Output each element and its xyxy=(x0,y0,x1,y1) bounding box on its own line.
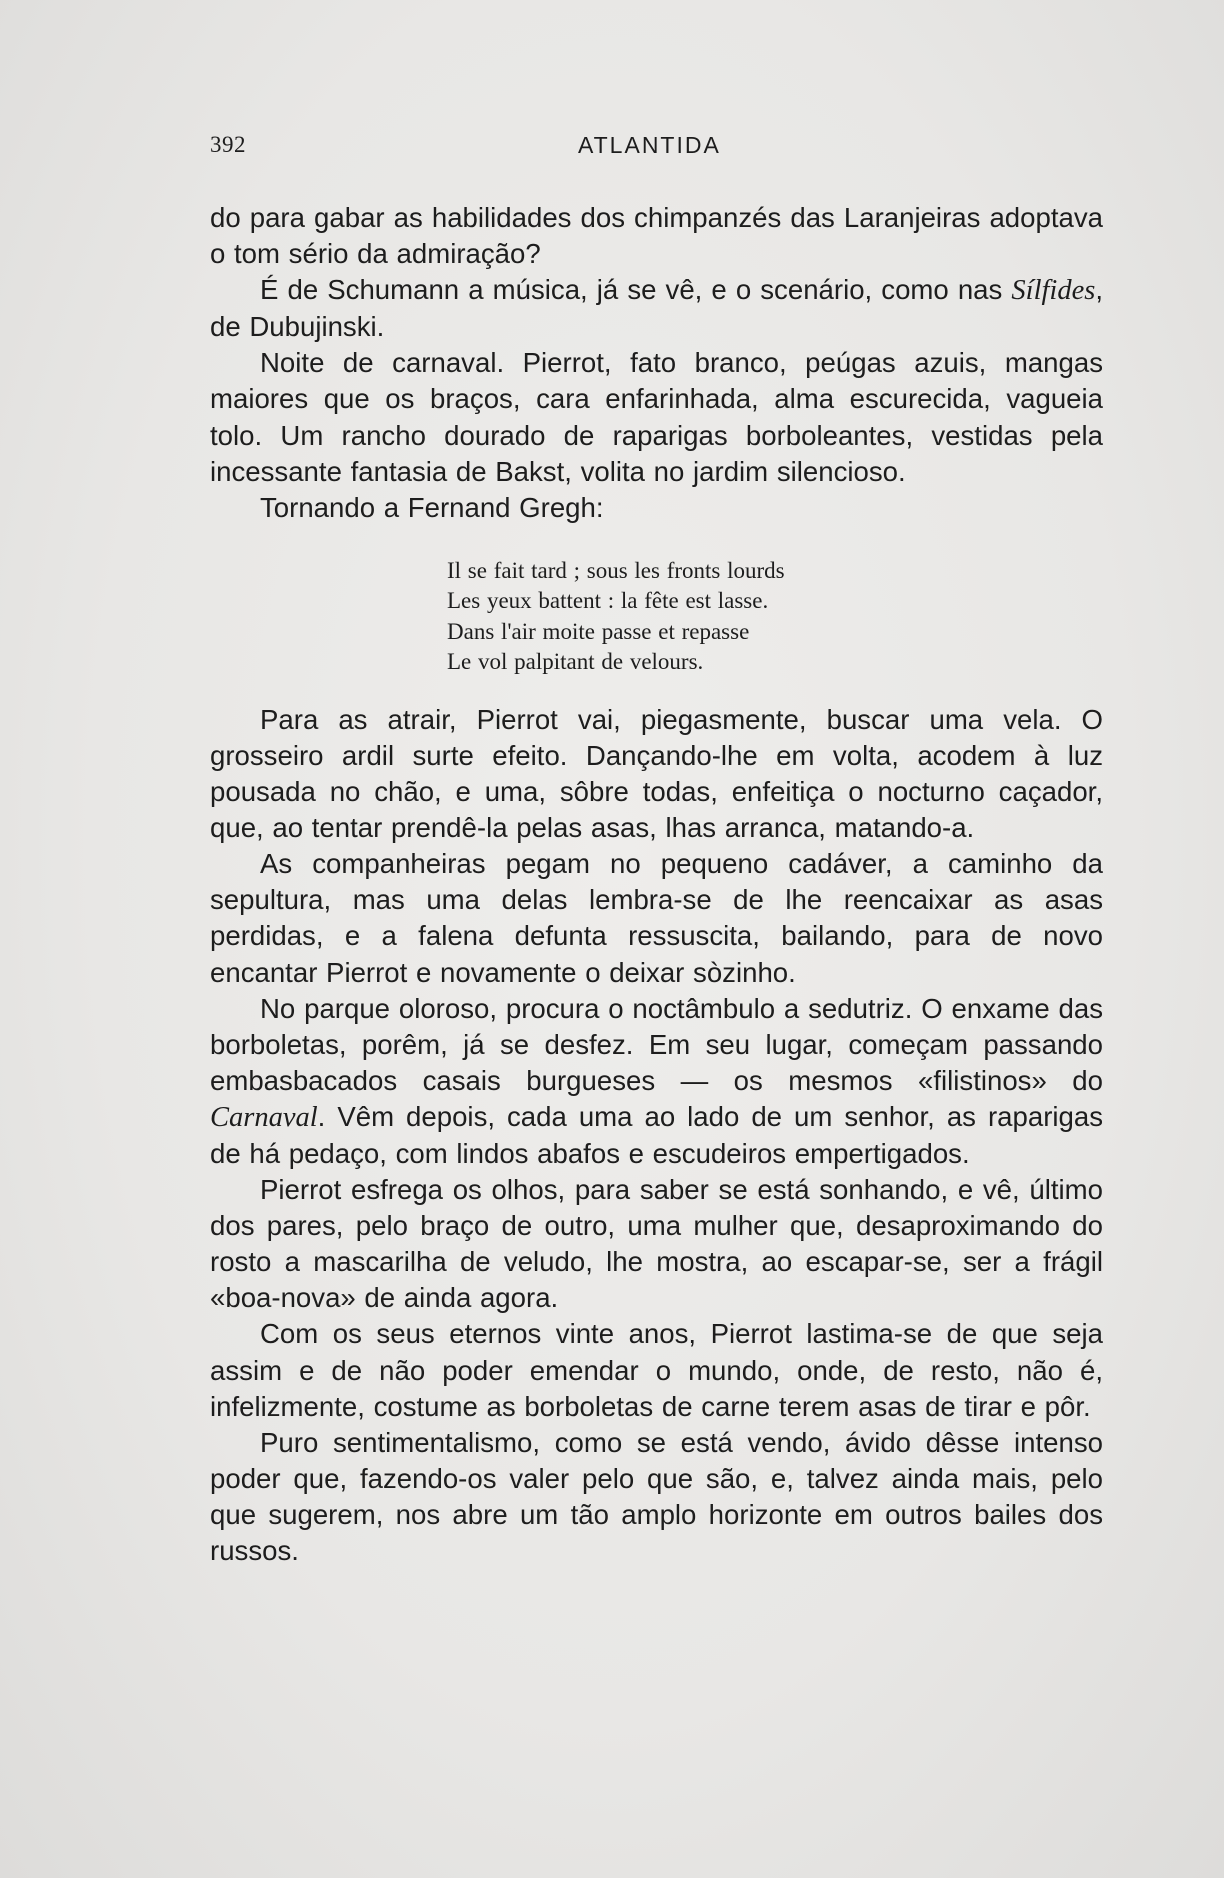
page-header xyxy=(210,132,1110,168)
paragraph-2-before: É de Schumann a música, já se vê, e o scenário, como nas xyxy=(260,274,1012,306)
verse-quote xyxy=(447,556,1103,678)
paragraph-6: As companheiras pegam no pequeno cadáver, a caminho da sepultura, mas uma delas lembra-se de lhe reencaixar as asas perdidas, e a falena defunta ressuscita, bailando, para de novo encantar Pierrot e novamente o deixar sòzinho. xyxy=(210,848,1103,988)
paragraph-7 xyxy=(210,991,1103,1172)
paragraph-9: Com os seus eternos vinte anos, Pierrot lastima-se de que seja assim e de não poder emendar o mundo, onde, de resto, não é, infelizmente, costume as borboletas de carne terem asas de tirar e pôr. xyxy=(210,1318,1103,1422)
paragraph-7-after: . Vêm depois, cada uma ao lado de um senhor, as raparigas de há pedaço, com lindos abafos e escudeiros empertigados. xyxy=(210,1100,1103,1169)
paragraph-2 xyxy=(210,272,1103,345)
paragraph-4: Tornando a Fernand Gregh: xyxy=(260,491,604,523)
paragraph-3: Noite de carnaval. Pierrot, fato branco, peúgas azuis, mangas maiores que os braços, cara enfarinhada, alma escurecida, vagueia tolo. Um rancho dourado de raparigas borboleantes, vestidas pela incessante fantasia de Bakst, volita no jardim silencioso. xyxy=(210,347,1103,487)
paragraph-10: Puro sentimentalismo, como se está vendo, ávido dêsse intenso poder que, fazendo-os valer pelo que são, e, talvez ainda mais, pelo que sugerem, nos abre um tão amplo horizonte em outros bailes dos russos. xyxy=(210,1426,1103,1566)
paragraph-7-before: No parque oloroso, procura o noctâmbulo a sedutriz. O enxame das borboletas, porêm, já se desfez. Em seu lugar, começam passando embasbacados casais burgueses — os mesmos «filistinos» do xyxy=(210,992,1103,1096)
body-text xyxy=(210,200,1103,1569)
page-number: 392 xyxy=(210,132,246,157)
paragraph-2-after: , de Dubujinski. xyxy=(210,274,1103,343)
paragraph-8: Pierrot esfrega os olhos, para saber se está sonhando, e vê, último dos pares, pelo braço de outro, uma mulher que, desaproximando do rosto a mascarilha de veludo, lhe mostra, ao escapar-se, ser a frágil «boa-nova» de ainda agora. xyxy=(210,1174,1103,1314)
verse-line: Dans l'air moite passe et repasse xyxy=(447,618,750,644)
title-silfides: Sílfides xyxy=(1011,275,1096,307)
verse-line: Les yeux battent : la fête est lasse. xyxy=(447,588,769,614)
title-carnaval: Carnaval xyxy=(210,1101,318,1133)
verse-line: Il se fait tard ; sous les fronts lourds xyxy=(447,557,785,583)
paragraph-1: do para gabar as habilidades dos chimpanzés das Laranjeiras adoptava o tom sério da admiração? xyxy=(210,202,1103,270)
paragraph-5: Para as atrair, Pierrot vai, piegasmente, buscar uma vela. O grosseiro ardil surte efeito. Dançando-lhe em volta, acodem à luz pousada no chão, e uma, sôbre todas, enfeitiça o nocturno caçador, que, ao tentar prendê-la pelas asas, lhas arranca, matando-a. xyxy=(210,703,1103,844)
verse-line: Le vol palpitant de velours. xyxy=(447,649,704,675)
running-title: ATLANTIDA xyxy=(578,132,721,158)
